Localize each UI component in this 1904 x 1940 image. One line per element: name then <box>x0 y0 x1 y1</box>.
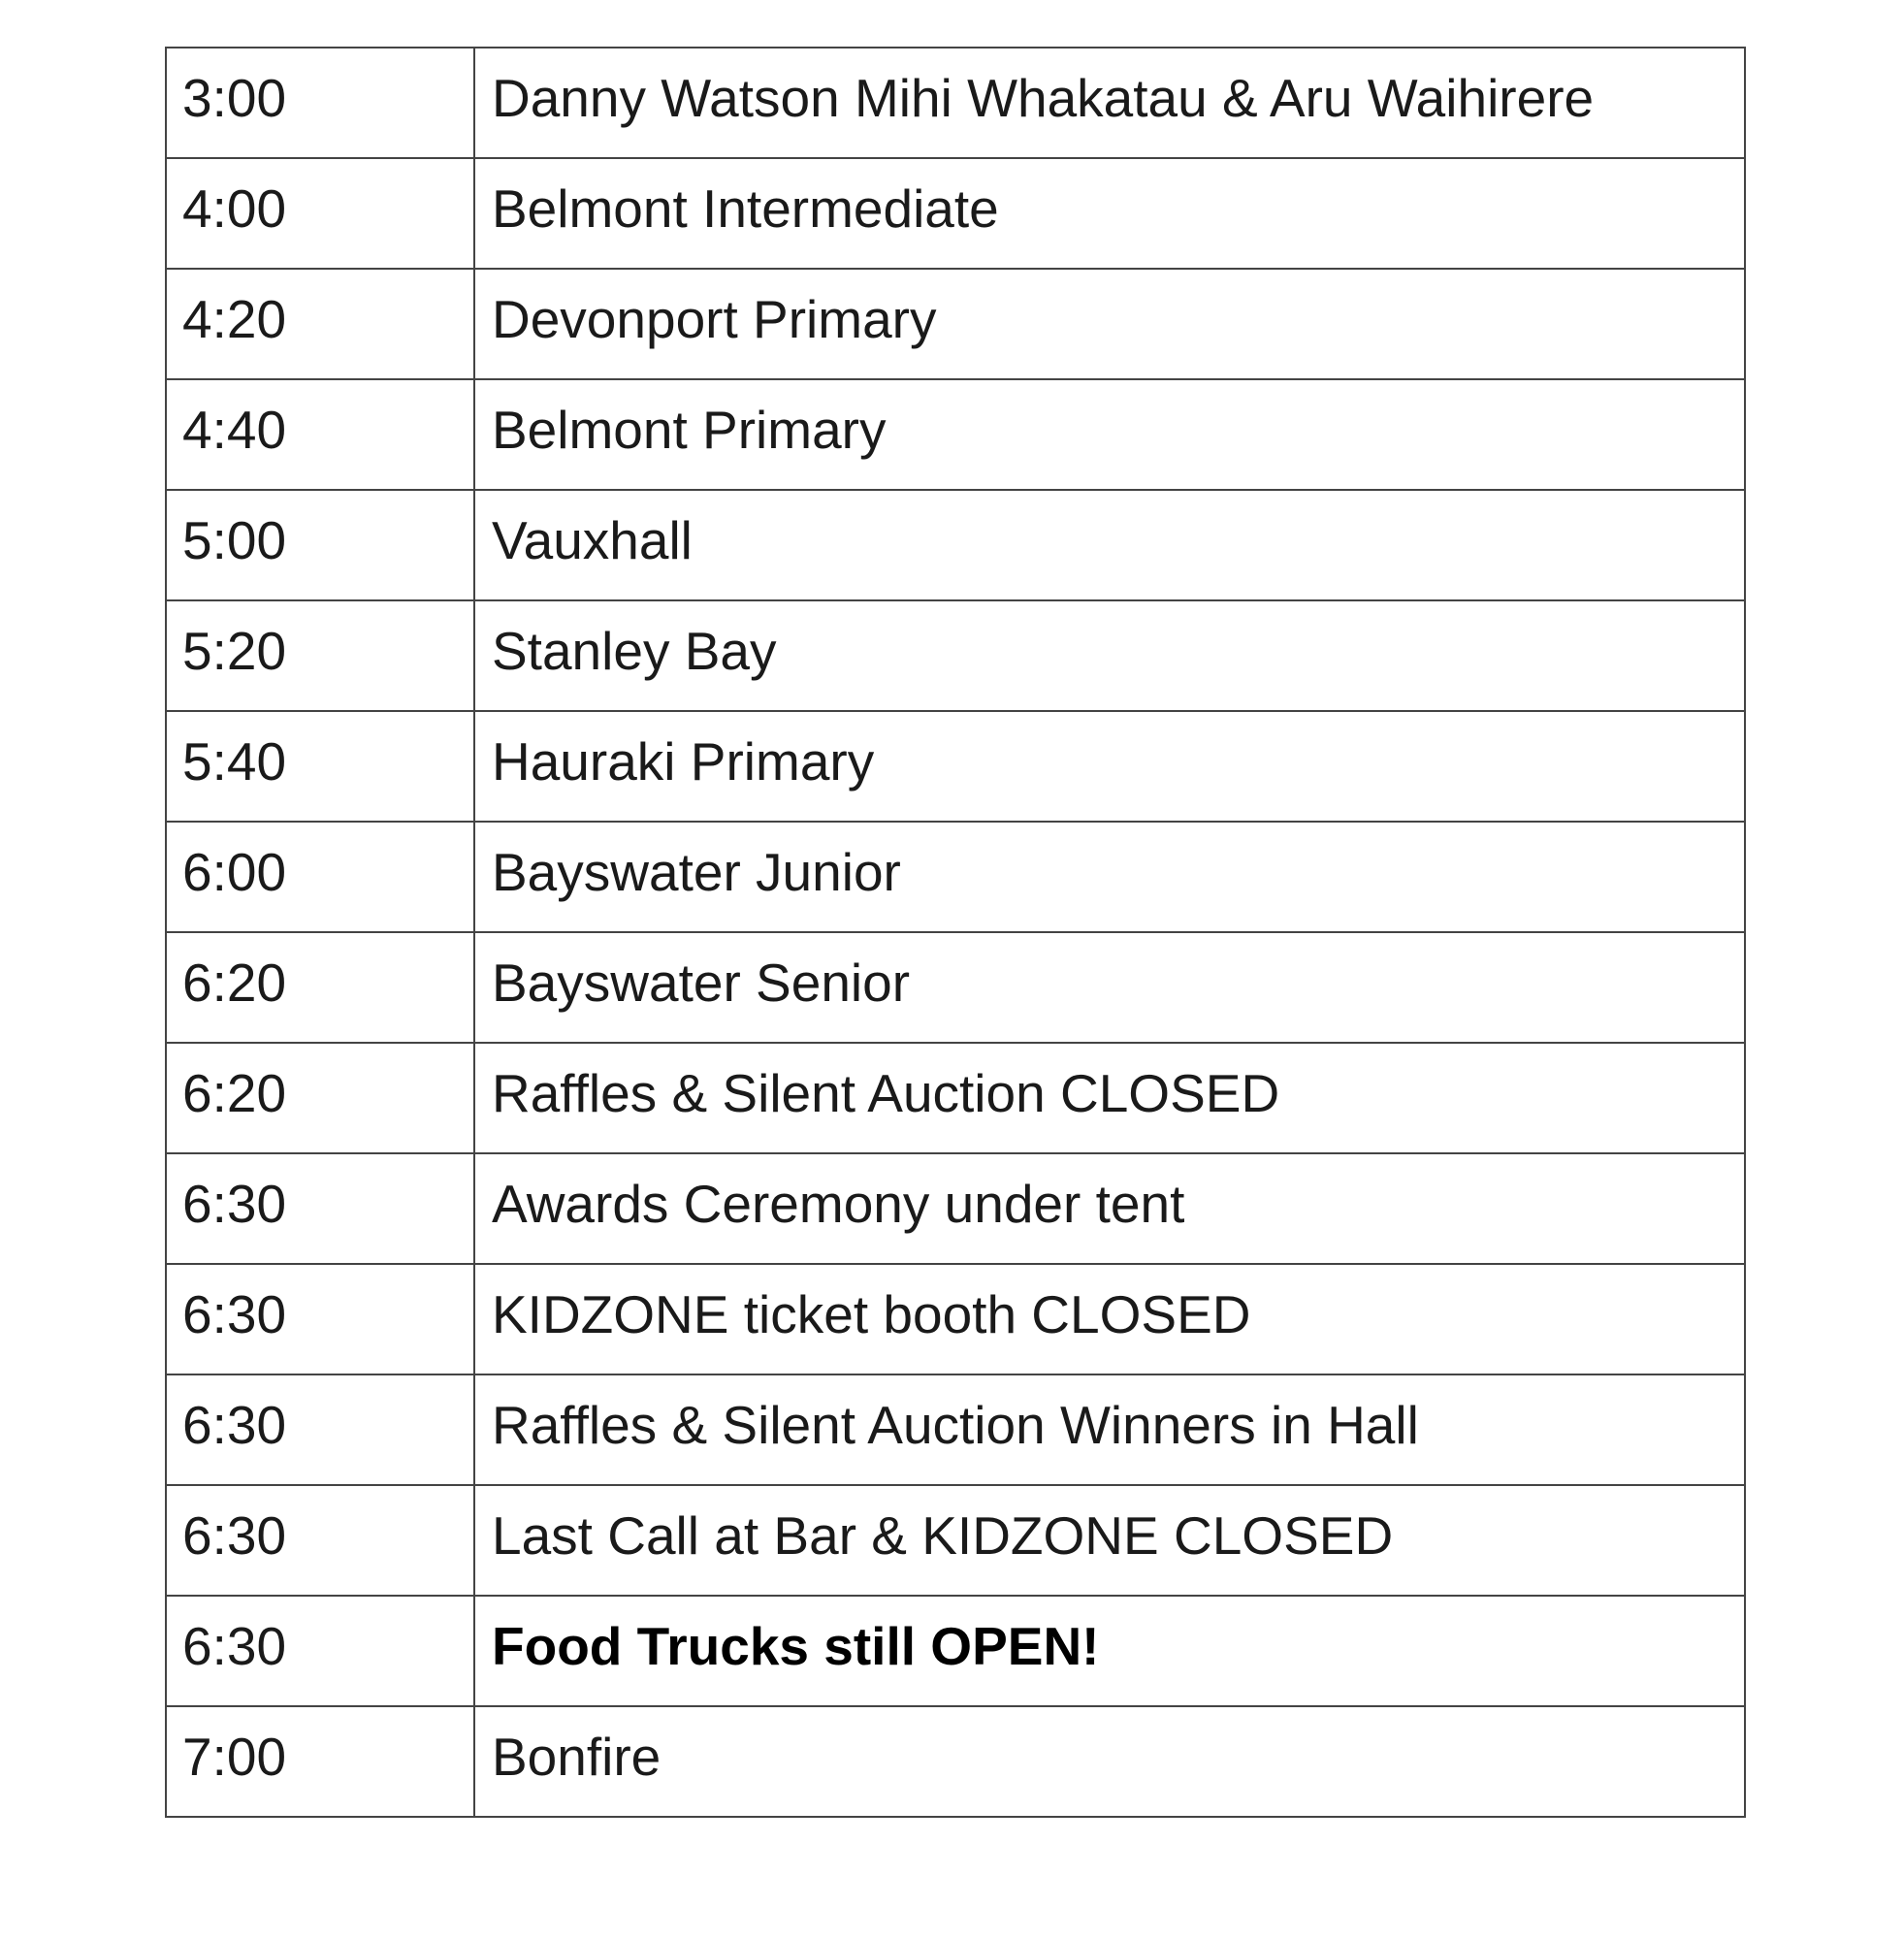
event-cell <box>474 1153 1745 1264</box>
schedule-row <box>166 711 1745 822</box>
event-label: Belmont Intermediate <box>492 178 999 239</box>
schedule-row <box>166 932 1745 1043</box>
event-cell <box>474 1596 1745 1706</box>
time-cell <box>166 711 474 822</box>
event-label: Bayswater Junior <box>492 842 901 902</box>
schedule-row <box>166 1485 1745 1596</box>
event-label: Raffles & Silent Auction Winners in Hall <box>492 1395 1419 1455</box>
schedule-row <box>166 1374 1745 1485</box>
event-cell <box>474 1706 1745 1817</box>
time-cell <box>166 1485 474 1596</box>
event-cell <box>474 48 1745 158</box>
event-label: Stanley Bay <box>492 621 777 681</box>
event-cell <box>474 1485 1745 1596</box>
schedule-row <box>166 1153 1745 1264</box>
schedule-row <box>166 1706 1745 1817</box>
event-label: KIDZONE ticket booth CLOSED <box>492 1284 1251 1344</box>
event-cell <box>474 1043 1745 1153</box>
event-cell <box>474 490 1745 600</box>
time-cell <box>166 1706 474 1817</box>
time-label: 6:30 <box>182 1395 287 1455</box>
schedule-row <box>166 822 1745 932</box>
time-cell <box>166 600 474 711</box>
time-label: 6:30 <box>182 1616 287 1676</box>
time-cell <box>166 1264 474 1374</box>
schedule-row <box>166 379 1745 490</box>
time-label: 4:40 <box>182 400 287 460</box>
schedule-row <box>166 1264 1745 1374</box>
time-label: 6:30 <box>182 1284 287 1344</box>
schedule-table-body <box>166 48 1745 1817</box>
time-label: 5:40 <box>182 731 287 792</box>
event-label: Bonfire <box>492 1727 662 1787</box>
event-label: Awards Ceremony under tent <box>492 1174 1185 1234</box>
event-label: Vauxhall <box>492 510 693 570</box>
event-cell <box>474 932 1745 1043</box>
time-label: 6:00 <box>182 842 287 902</box>
schedule-row <box>166 1596 1745 1706</box>
time-label: 6:30 <box>182 1174 287 1234</box>
event-label: Food Trucks still OPEN! <box>492 1616 1100 1676</box>
schedule-row <box>166 490 1745 600</box>
time-label: 5:20 <box>182 621 287 681</box>
time-cell <box>166 1153 474 1264</box>
time-label: 4:00 <box>182 178 287 239</box>
event-cell <box>474 822 1745 932</box>
time-label: 6:20 <box>182 953 287 1013</box>
event-cell <box>474 379 1745 490</box>
event-label: Raffles & Silent Auction CLOSED <box>492 1063 1280 1123</box>
event-label: Hauraki Primary <box>492 731 875 792</box>
schedule-table <box>165 47 1746 1818</box>
schedule-row <box>166 269 1745 379</box>
event-cell <box>474 158 1745 269</box>
schedule-row <box>166 158 1745 269</box>
event-label: Devonport Primary <box>492 289 937 349</box>
time-label: 6:30 <box>182 1505 287 1566</box>
time-cell <box>166 1374 474 1485</box>
time-cell <box>166 269 474 379</box>
time-cell <box>166 490 474 600</box>
event-cell <box>474 1374 1745 1485</box>
event-cell <box>474 269 1745 379</box>
time-cell <box>166 1043 474 1153</box>
event-label: Danny Watson Mihi Whakatau & Aru Waihirere <box>492 68 1595 128</box>
event-label: Last Call at Bar & KIDZONE CLOSED <box>492 1505 1394 1566</box>
schedule-row <box>166 600 1745 711</box>
schedule-row <box>166 1043 1745 1153</box>
event-label: Belmont Primary <box>492 400 887 460</box>
time-cell <box>166 158 474 269</box>
time-cell <box>166 379 474 490</box>
time-cell <box>166 822 474 932</box>
schedule-row <box>166 48 1745 158</box>
time-label: 3:00 <box>182 68 287 128</box>
time-label: 7:00 <box>182 1727 287 1787</box>
event-label: Bayswater Senior <box>492 953 911 1013</box>
event-cell <box>474 600 1745 711</box>
event-cell <box>474 711 1745 822</box>
time-label: 6:20 <box>182 1063 287 1123</box>
time-cell <box>166 932 474 1043</box>
time-label: 4:20 <box>182 289 287 349</box>
time-cell <box>166 1596 474 1706</box>
time-cell <box>166 48 474 158</box>
event-cell <box>474 1264 1745 1374</box>
time-label: 5:00 <box>182 510 287 570</box>
